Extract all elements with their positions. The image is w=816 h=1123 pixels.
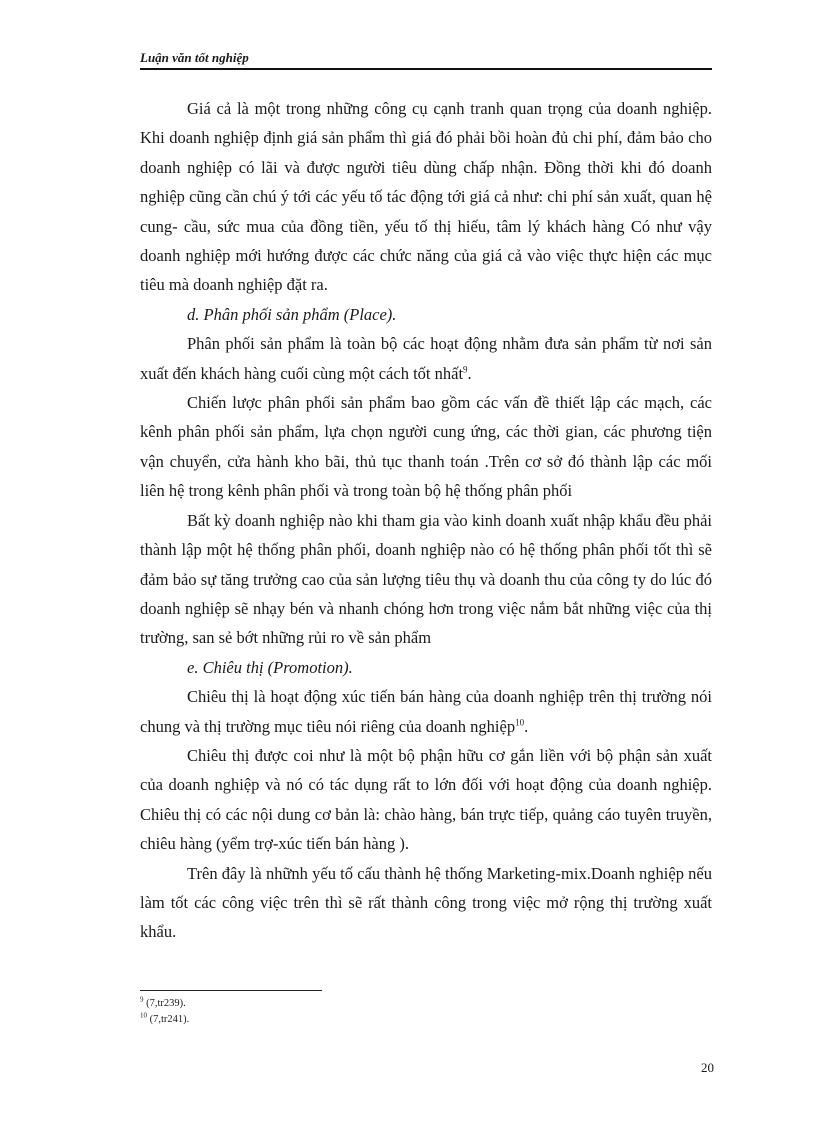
footnote-rule xyxy=(140,990,322,991)
paragraph-text: Chiêu thị được coi như là một bộ phận hữu cơ gắn liền với bộ phận sản xuất của doanh nghiệp và nó có tác dụng rất to lớn đối với hoạt động của doanh nghiệp. Chiêu thị có các nội dung cơ bản là: chào hàng, bán trực tiếp, quảng cáo tuyên truyền, chiêu hàng (yểm trợ-xúc tiến bán hàng ). xyxy=(140,745,712,854)
section-heading-place xyxy=(140,300,712,329)
footnote-mark: 9 xyxy=(140,995,144,1004)
paragraph-tail: . xyxy=(467,363,472,383)
footnote-text: (7,tr239). xyxy=(146,998,186,1009)
paragraph-price xyxy=(140,94,712,300)
paragraph-place-definition xyxy=(140,329,712,388)
paragraph-conclusion xyxy=(140,859,712,947)
paragraph-tail: . xyxy=(524,716,529,736)
header-rule xyxy=(140,68,712,70)
header-title: Luận văn tốt nghiệp xyxy=(140,50,249,65)
paragraph-text: Trên đây là nhữnh yếu tố cấu thành hệ thống Marketing-mix.Doanh nghiệp nếu làm tốt các công việc trên thì sẽ rất thành công trong việc mở rộng thị trường xuất khẩu. xyxy=(140,863,712,942)
paragraph-promotion-definition xyxy=(140,682,712,741)
paragraph-distribution-strategy xyxy=(140,388,712,506)
page-number: 20 xyxy=(701,1060,714,1075)
footnotes xyxy=(140,996,189,1028)
paragraph-text: Bất kỳ doanh nghiệp nào khi tham gia vào kinh doanh xuất nhập khẩu đều phải thành lập một hệ thống phân phối, doanh nghiệp nào có hệ thống phân phối tốt thì sẽ đảm bảo sự tăng trưởng cao của sản lượng tiêu thụ và doanh thu của công ty do lúc đó doanh nghiệp sẽ nhạy bén và nhanh chóng hơn trong việc nắm bắt những việc của thị trường, san sẻ bớt những rủi ro về sản phẩm xyxy=(140,510,712,648)
paragraph-text: Phân phối sản phẩm là toàn bộ các hoạt động nhằm đưa sản phẩm từ nơi sản xuất đến khách hàng cuối cùng một cách tốt nhất xyxy=(140,334,712,383)
heading-text: d. Phân phối sản phẩm (Place). xyxy=(187,304,397,324)
paragraph-distribution-system xyxy=(140,506,712,653)
paragraph-text: Giá cả là một trong những công cụ cạnh tranh quan trọng của doanh nghiệp. Khi doanh nghiệp định giá sản phẩm thì giá đó phải bồi hoàn đủ chi phí, đảm bảo cho doanh nghiệp có lãi và được người tiêu dùng chấp nhận. Đồng thời khi đó doanh nghiệp cũng cần chú ý tới các yếu tố tác động tới giá cả như: chi phí sản xuất, quan hệ cung- cầu, sức mua của đồng tiền, yếu tố thị hiếu, tâm lý khách hàng Có như vậy doanh nghiệp mới hướng được các chức năng của giá cả vào việc thực hiện các mục tiêu mà doanh nghiệp đặt ra. xyxy=(140,99,712,295)
paragraph-text: Chiến lược phân phối sản phẩm bao gồm các vấn đề thiết lập các mạch, các kênh phân phối sản phẩm, lựa chọn người cung ứng, các thời gian, các phương tiện vận chuyển, cửa hành kho bãi, thủ tục thanh toán .Trên cơ sở đó thành lập các mối liên hệ trong kênh phân phối và trong toàn bộ hệ thống phân phối xyxy=(140,393,712,501)
paragraph-promotion-content xyxy=(140,741,712,859)
footnote-item xyxy=(140,1012,189,1028)
footnote-text: (7,tr241). xyxy=(149,1014,190,1025)
heading-text: e. Chiêu thị (Promotion). xyxy=(187,657,353,677)
footnote-ref: 9 xyxy=(463,364,468,375)
footnote-mark: 10 xyxy=(140,1011,147,1020)
section-heading-promotion xyxy=(140,653,712,682)
body-text xyxy=(140,94,712,947)
footnote-item xyxy=(140,996,189,1012)
page-header xyxy=(140,50,712,70)
paragraph-text: Chiêu thị là hoạt động xúc tiến bán hàng của doanh nghiệp trên thị trường nói chung và thị trường mục tiêu nói riêng của doanh nghiệp xyxy=(140,687,712,736)
footnote-ref: 10 xyxy=(515,717,525,728)
